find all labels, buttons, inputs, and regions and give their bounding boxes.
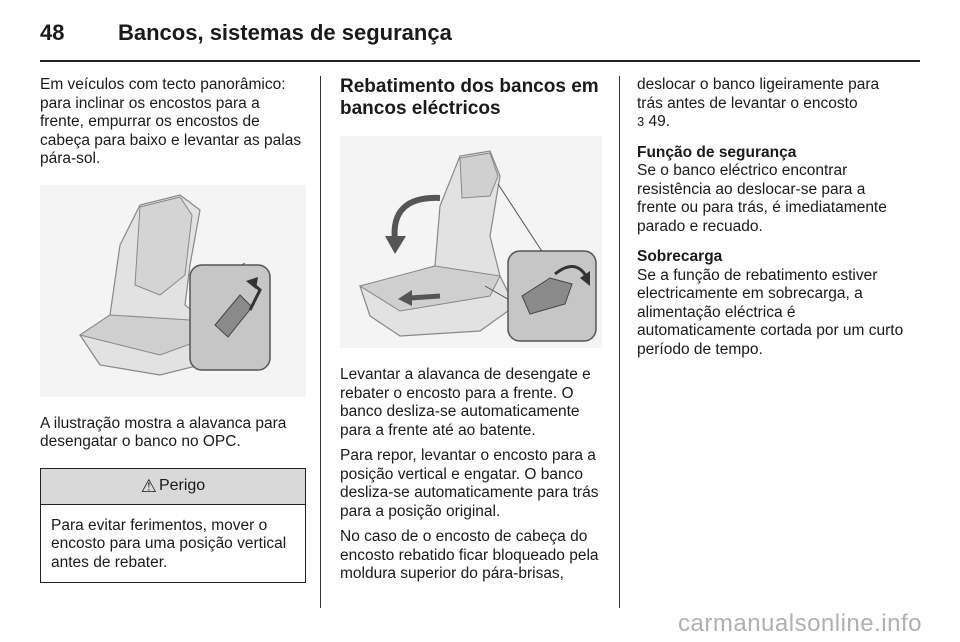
column-2 bbox=[340, 76, 606, 591]
figure-caption: A ilustração mostra a alavanca para desengatar o banco no OPC. bbox=[40, 414, 287, 450]
safety-function-text: Se o banco eléctrico encontrar resistência ao deslocar-se para a frente ou para trás, é imediatamente parado e recuado. bbox=[637, 162, 887, 235]
intro-paragraph: Em veículos com tecto panorâmico: para inclinar os encostos para a frente, empurrar os encostos de cabeça para baixo e levantar as palas pára-sol. bbox=[40, 76, 302, 167]
column-divider bbox=[320, 76, 321, 608]
column-3 bbox=[637, 76, 907, 366]
page-reference-icon: 3 bbox=[637, 114, 645, 129]
paragraph: Para repor, levantar o encosto para a posição vertical e engatar. O banco desliza-se automaticamente para trás para a posição original. bbox=[340, 447, 599, 520]
section-title: Rebatimento dos bancos em bancos eléctricos bbox=[340, 76, 599, 119]
column-divider bbox=[619, 76, 620, 608]
paragraph bbox=[637, 76, 907, 132]
warning-box bbox=[40, 468, 306, 584]
watermark: carmanualsonline.info bbox=[678, 610, 922, 637]
warning-header bbox=[41, 469, 305, 505]
warning-triangle-icon: ⚠ bbox=[140, 475, 157, 496]
warning-text: Para evitar ferimentos, mover o encosto para uma posição vertical antes de rebater. bbox=[51, 516, 287, 571]
overload-text: Se a função de rebatimento estiver electricamente em sobrecarga, a alimentação eléctrica é automaticamente cortada por um curto período de tempo. bbox=[637, 266, 904, 358]
page-title: Bancos, sistemas de segurança bbox=[118, 20, 452, 45]
page-number: 48 bbox=[40, 20, 65, 45]
paragraph: Levantar a alavanca de desengate e rebater o encosto para a frente. O banco desliza-se automaticamente para a frente até ao batente. bbox=[340, 366, 591, 439]
header-divider bbox=[40, 60, 920, 62]
safety-function-title: Função de segurança bbox=[637, 143, 797, 161]
overload-title: Sobrecarga bbox=[637, 248, 723, 265]
column-1 bbox=[40, 76, 306, 583]
continued-text: deslocar o banco ligeiramente para trás antes de levantar o encosto bbox=[637, 76, 880, 112]
paragraph: No caso de o encosto de cabeça do encosto rebatido ficar bloqueado pela moldura superior do pára-brisas, bbox=[340, 528, 599, 582]
electric-seat-illustration bbox=[340, 136, 602, 348]
page-header bbox=[40, 14, 920, 60]
page-reference[interactable]: 49. bbox=[648, 113, 671, 130]
opc-seat-illustration bbox=[40, 185, 306, 397]
warning-title: Perigo bbox=[158, 476, 206, 494]
